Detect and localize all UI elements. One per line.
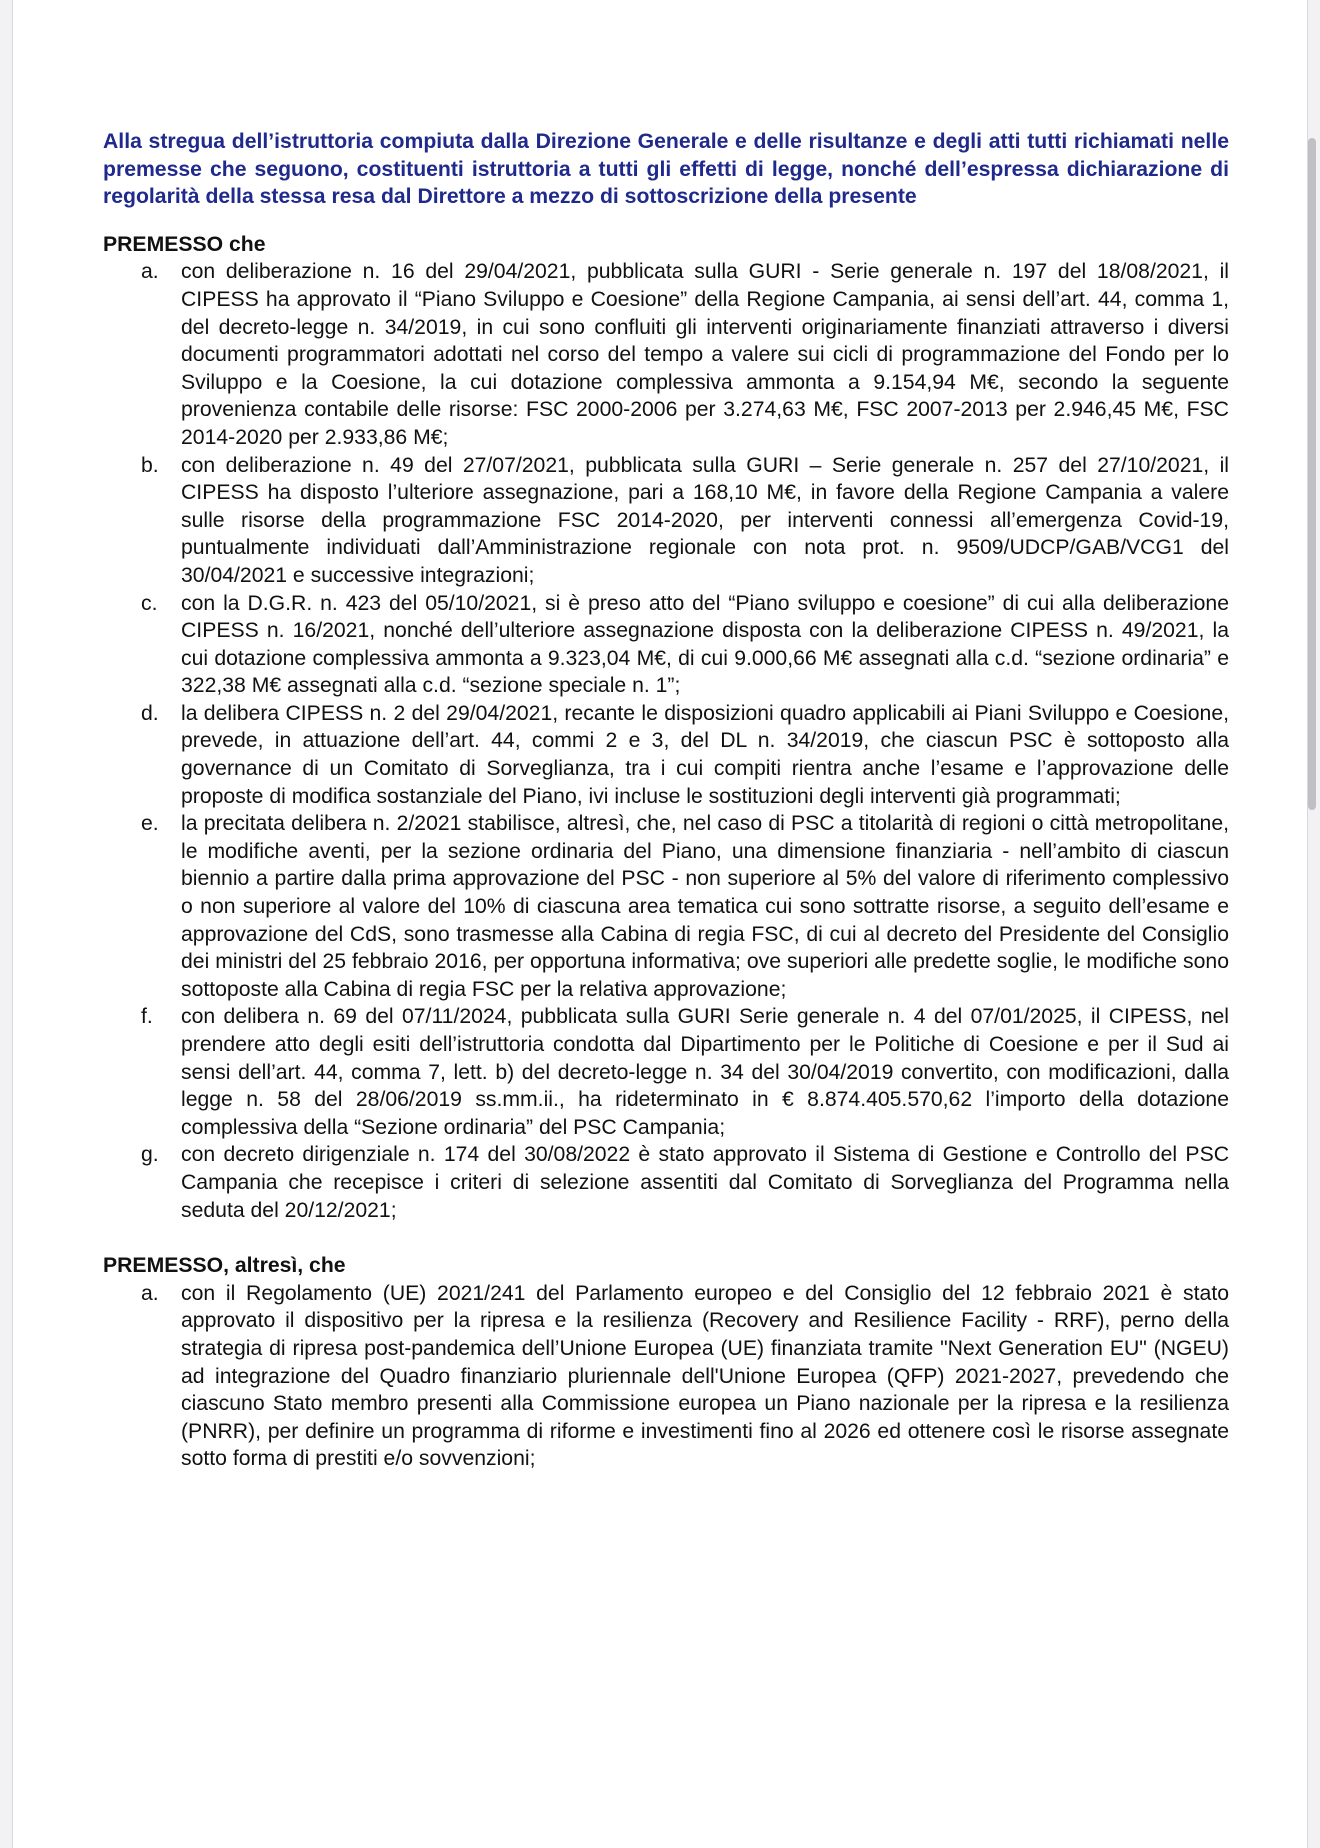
list-marker: b. bbox=[141, 453, 159, 477]
list-item bbox=[103, 700, 1229, 810]
list-item bbox=[103, 1003, 1229, 1141]
list-item-text: la delibera CIPESS n. 2 del 29/04/2021, recante le disposizioni quadro applicabili ai Piani Sviluppo e Coesione, prevede, in attuazione dell’art. 44, commi 2 e 3, del DL n. 34/2019, che ciascun PSC è sottoposto alla governance di un Comitato di Sorveglianza, tra i cui compiti rientra anche l’esame e l’approvazione delle proposte di modifica sostanziale del Piano, ivi incluse le sostituzioni degli interventi già programmati; bbox=[181, 701, 1229, 808]
list-marker: g. bbox=[141, 1143, 159, 1167]
intro-paragraph: Alla stregua dell’istruttoria compiuta dalla Direzione Generale e delle risultanze e degli atti tutti richiamati nelle premesse che seguono, costituenti istruttoria a tutti gli effetti di legge, nonché dell’espressa dichiarazione di regolarità della stessa resa dal Direttore a mezzo di sottoscrizione della presente bbox=[103, 130, 1229, 209]
vertical-scrollbar[interactable] bbox=[1308, 138, 1316, 810]
list-item bbox=[103, 258, 1229, 451]
list-marker: d. bbox=[141, 701, 159, 725]
list-marker: a. bbox=[141, 1281, 159, 1305]
list-marker: f. bbox=[141, 1005, 153, 1029]
list-item bbox=[103, 1141, 1229, 1224]
list-item bbox=[103, 1280, 1229, 1473]
list-item-text: con deliberazione n. 49 del 27/07/2021, pubblicata sulla GURI – Serie generale n. 257 del 27/10/2021, il CIPESS ha disposto l’ulteriore assegnazione, pari a 168,10 M€, in favore della Regione Campania a valere sulle risorse della programmazione FSC 2014-2020, per interventi connessi all’emergenza Covid-19, puntualmente individuati dall’Amministrazione regionale con nota prot. n. 9509/UDCP/GAB/VCG1 del 30/04/2021 e successive integrazioni; bbox=[181, 453, 1229, 587]
document-page bbox=[12, 0, 1308, 1848]
list-item bbox=[103, 810, 1229, 1003]
premesso-list bbox=[103, 258, 1229, 1224]
premesso-altresi-list bbox=[103, 1280, 1229, 1473]
section-heading-premesso-altresi: PREMESSO, altresì, che bbox=[103, 1254, 346, 1278]
list-item-text: con decreto dirigenziale n. 174 del 30/08/2022 è stato approvato il Sistema di Gestione e Controllo del PSC Campania che recepisce i criteri di selezione assentiti dal Comitato di Sorveglianza del Programma nella seduta del 20/12/2021; bbox=[181, 1143, 1229, 1222]
document-body bbox=[103, 128, 1229, 1473]
list-marker: c. bbox=[141, 591, 158, 615]
list-item-text: con il Regolamento (UE) 2021/241 del Parlamento europeo e del Consiglio del 12 febbraio 2021 è stato approvato il dispositivo per la ripresa e la resilienza (Recovery and Resilience Facility - RRF), perno della strategia di ripresa post-pandemica dell’Unione Europea (UE) finanziata tramite "Next Generation EU" (NGEU) ad integrazione del Quadro finanziario pluriennale dell'Unione Europea (QFP) 2021-2027, prevedendo che ciascuno Stato membro presenti alla Commissione europea un Piano nazionale per la ripresa e la resilienza (PNRR), per definire un programma di riforme e investimenti fino al 2026 ed ottenere così le risorse assegnate sotto forma di prestiti e/o sovvenzioni; bbox=[181, 1281, 1229, 1471]
section-heading-premesso: PREMESSO che bbox=[103, 232, 266, 256]
list-item bbox=[103, 590, 1229, 700]
list-item-text: con deliberazione n. 16 del 29/04/2021, pubblicata sulla GURI - Serie generale n. 197 del 18/08/2021, il CIPESS ha approvato il “Piano Sviluppo e Coesione” della Regione Campania, ai sensi dell’art. 44, comma 1, del decreto-legge n. 34/2019, in cui sono confluiti gli interventi originariamente finanziati attraverso i diversi documenti programmatori adottati nel corso del tempo a valere sui cicli di programmazione del Fondo per lo Sviluppo e la Coesione, la cui dotazione complessiva ammonta a 9.154,94 M€, secondo la seguente provenienza contabile delle risorse: FSC 2000-2006 per 3.274,63 M€, FSC 2007-2013 per 2.946,45 M€, FSC 2014-2020 per 2.933,86 M€; bbox=[181, 260, 1229, 449]
list-marker: a. bbox=[141, 260, 159, 284]
list-item-text: con la D.G.R. n. 423 del 05/10/2021, si è preso atto del “Piano sviluppo e coesione” di cui alla deliberazione CIPESS n. 16/2021, nonché dell’ulteriore assegnazione disposta con la deliberazione CIPESS n. 49/2021, la cui dotazione complessiva ammonta a 9.323,04 M€, di cui 9.000,66 M€ assegnati alla c.d. “sezione ordinaria” e 322,38 M€ assegnati alla c.d. “sezione speciale n. 1”; bbox=[181, 591, 1229, 698]
list-item-text: la precitata delibera n. 2/2021 stabilisce, altresì, che, nel caso di PSC a titolarità di regioni o città metropolitane, le modifiche aventi, per la sezione ordinaria del Piano, una dimensione finanziaria - nell’ambito di ciascun biennio a partire dalla prima approvazione del PSC - non superiore al 5% del valore di riferimento complessivo o non superiore al valore del 10% di ciascuna area tematica cui sono sottratte risorse, a seguito dell’esame e approvazione del CdS, sono trasmesse alla Cabina di regia FSC, di cui al decreto del Presidente del Consiglio dei ministri del 25 febbraio 2016, per opportuna informativa; ove superiori alle predette soglie, le modifiche sono sottoposte alla Cabina di regia FSC per la relativa approvazione; bbox=[181, 812, 1229, 1001]
list-item-text: con delibera n. 69 del 07/11/2024, pubblicata sulla GURI Serie generale n. 4 del 07/01/2025, il CIPESS, nel prendere atto degli esiti dell’istruttoria condotta dal Dipartimento per le Politiche di Coesione e per il Sud ai sensi dell’art. 44, comma 7, lett. b) del decreto-legge n. 34 del 30/04/2019 convertito, con modificazioni, dalla legge n. 58 del 28/06/2019 ss.mm.ii., ha rideterminato in € 8.874.405.570,62 l’importo della dotazione complessiva della “Sezione ordinaria” del PSC Campania; bbox=[181, 1005, 1229, 1139]
list-item bbox=[103, 452, 1229, 590]
list-marker: e. bbox=[141, 812, 159, 836]
